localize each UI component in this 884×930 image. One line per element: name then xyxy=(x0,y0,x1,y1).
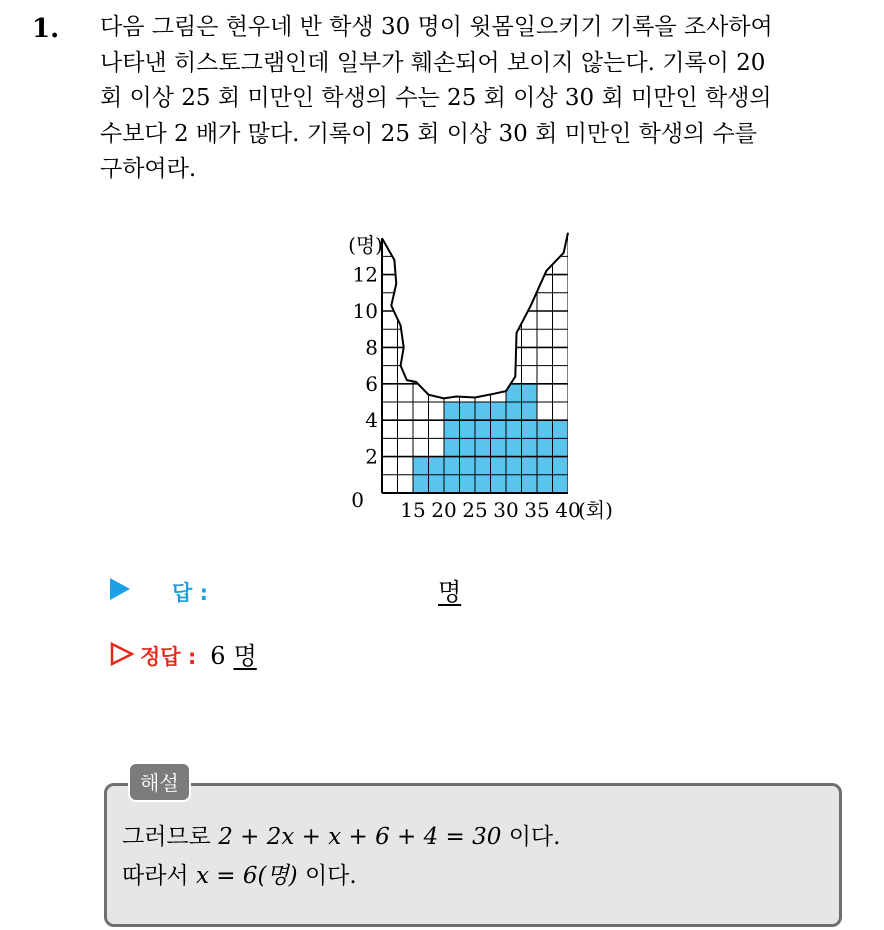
x-tick-label: 15 xyxy=(400,498,426,522)
explanation-equation: x = 6(명) xyxy=(195,863,298,889)
x-tick-label: 30 xyxy=(493,498,519,522)
explanation-text: 이다. xyxy=(297,863,357,889)
torn-edge xyxy=(382,233,568,399)
answer-row xyxy=(110,572,461,607)
question-text xyxy=(100,10,870,188)
chart-plot-area xyxy=(382,225,568,493)
key-row xyxy=(110,636,257,671)
explanation-text: 따라서 xyxy=(122,863,196,889)
question-number: 1. xyxy=(32,14,60,44)
answer-unit: 명 xyxy=(438,578,462,606)
y-tick-label: 12 xyxy=(352,262,378,287)
answer-label: 답 : xyxy=(172,581,208,605)
outline-triangle-icon xyxy=(110,642,134,666)
y-tick-label: 8 xyxy=(365,335,378,360)
x-tick-label: 20 xyxy=(431,498,457,522)
key-label: 정답 : xyxy=(140,645,197,669)
explanation-tab: 해설 xyxy=(128,762,191,802)
x-tick-label: 35 xyxy=(524,498,550,522)
play-icon xyxy=(110,578,130,600)
histogram-chart xyxy=(320,225,640,525)
explanation-equation: 2 + 2x + x + 6 + 4 = 30 xyxy=(218,824,502,850)
explanation-line-1 xyxy=(122,818,560,851)
y-tick-label: 2 xyxy=(365,444,378,469)
y-tick-label: 4 xyxy=(365,408,378,433)
key-unit: 명 xyxy=(233,642,257,670)
explanation-line-2 xyxy=(122,857,357,890)
question-line: 다음 그림은 현우네 반 학생 30 명이 윗몸일으키기 기록을 조사하여 xyxy=(100,14,773,40)
y-tick-label: 10 xyxy=(352,299,378,323)
explanation-text: 이다. xyxy=(501,824,561,850)
y-tick-label: 6 xyxy=(365,371,378,396)
explanation-box xyxy=(104,783,842,927)
question-line: 구하여라. xyxy=(100,156,197,182)
y-axis-label: (명) xyxy=(348,233,383,258)
x-axis-label: (회) xyxy=(578,498,613,522)
explanation-text: 그러므로 xyxy=(122,824,219,850)
question-line: 수보다 2 배가 많다. 기록이 25 회 이상 30 회 미만인 학생의 수를 xyxy=(100,120,758,147)
y-tick-label: 0 xyxy=(351,488,364,512)
x-tick-label: 25 xyxy=(462,498,488,522)
x-tick-label: 40 xyxy=(555,498,581,522)
question-line: 회 이상 25 회 미만인 학생의 수는 25 회 이상 30 회 미만인 학생의 xyxy=(100,85,772,111)
key-value: 6 xyxy=(210,642,226,670)
question-line: 나타낸 히스토그램인데 일부가 훼손되어 보이지 않는다. 기록이 20 xyxy=(100,49,766,76)
